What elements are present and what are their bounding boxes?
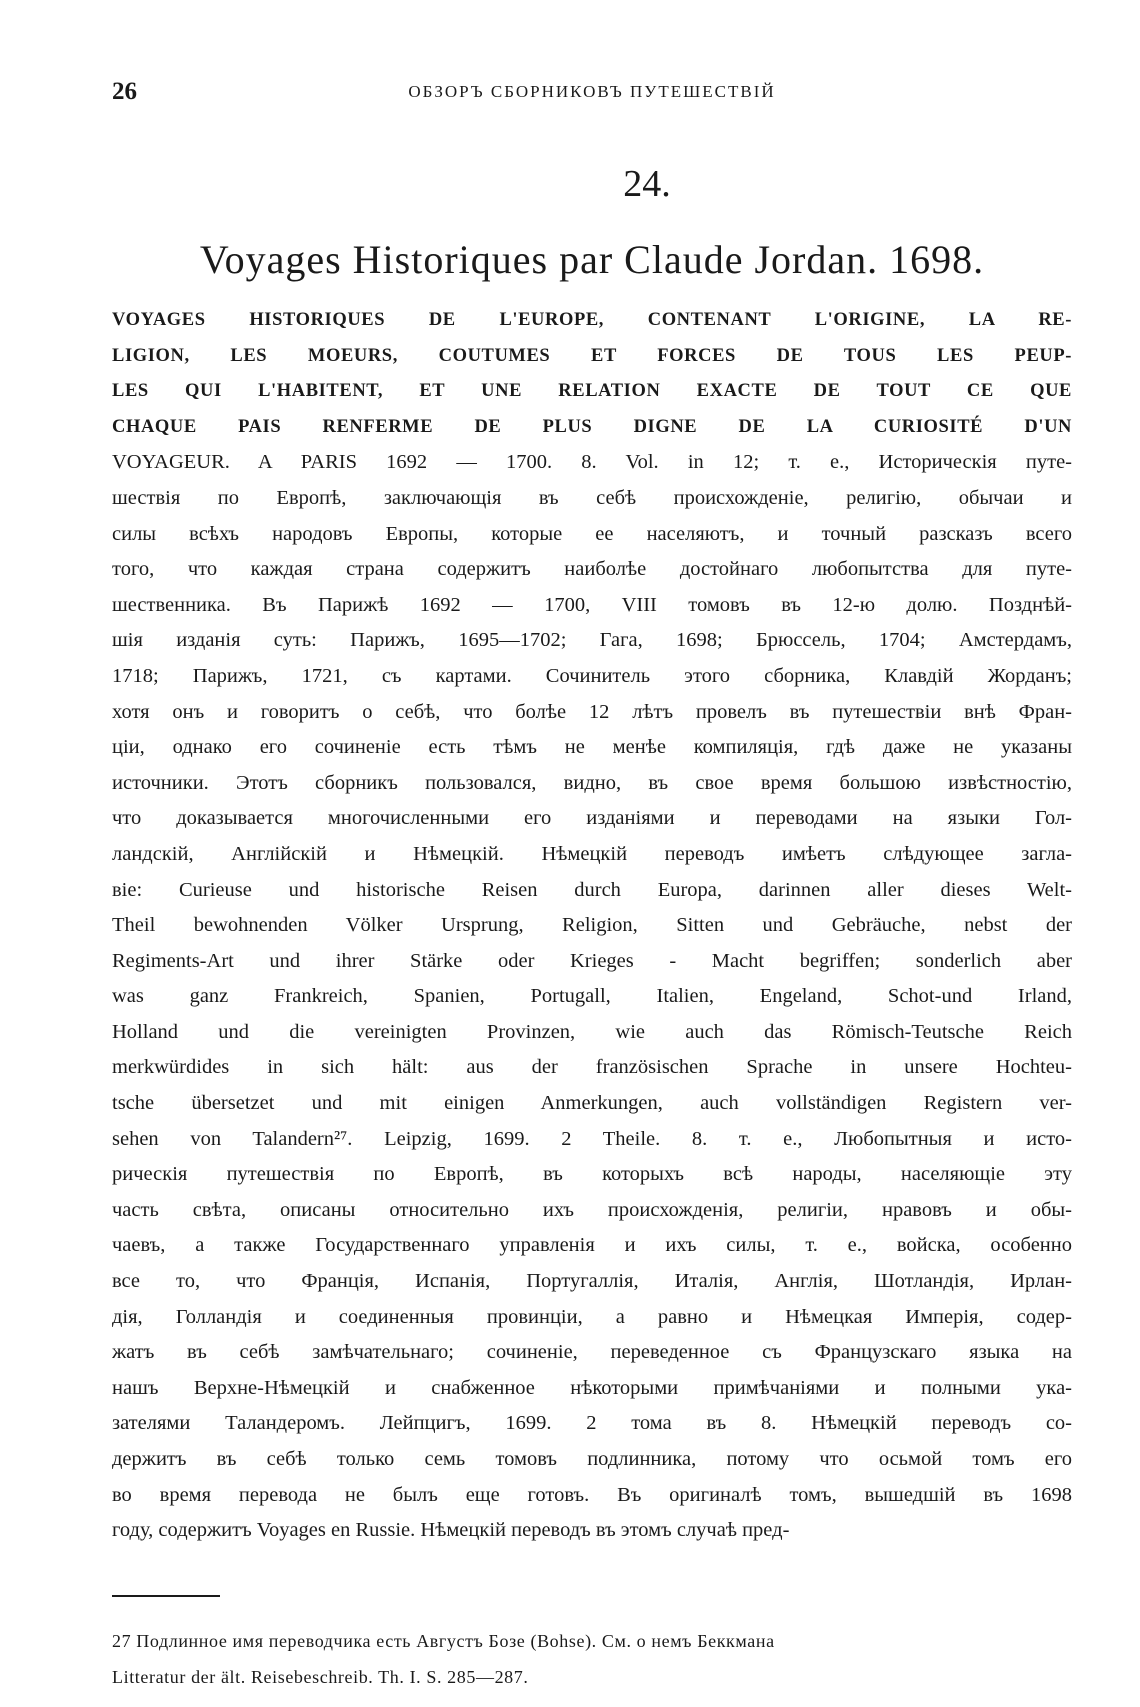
- body-line: Regiments-Art und ihrer Stärke oder Krieges - Macht begriffen; sonderlich aber: [112, 949, 1072, 972]
- body-line: VOYAGEUR. A PARIS 1692 — 1700. 8. Vol. in 12; т. е., Историческія путе-: [112, 451, 1072, 474]
- body-line: дія, Голландія и соединенныя провинціи, а равно и Нѣмецкая Имперія, содер-: [112, 1305, 1072, 1328]
- body-line: зателями Таландеромъ. Лейпцигъ, 1699. 2 тома въ 8. Нѣмецкій переводъ со-: [112, 1412, 1072, 1435]
- entry-number: 24.: [623, 163, 671, 205]
- running-title: ОБЗОРЪ СБОРНИКОВЪ ПУТЕШЕСТВІЙ: [408, 82, 776, 101]
- body-line: merkwürdides in sich hält: aus der französischen Sprache in unsere Hochteu-: [112, 1056, 1072, 1079]
- body-line: хотя онъ и говоритъ о себѣ, что болѣе 12 лѣтъ провелъ въ путешествіи внѣ Фран-: [112, 700, 1072, 723]
- body-line: во время перевода не былъ еще готовъ. Въ оригиналѣ томъ, вышедшій въ 1698: [112, 1483, 1072, 1506]
- body-line: часть свѣта, описаны относительно ихъ происхожденія, религіи, нравовъ и обы-: [112, 1198, 1072, 1221]
- running-header: [112, 78, 1072, 118]
- body-line: 1718; Парижъ, 1721, съ картами. Сочинитель этого сборника, Клавдій Жорданъ;: [112, 664, 1072, 687]
- body-line: году, содержитъ Voyages en Russie. Нѣмецкій переводъ въ этомъ случаѣ пред-: [112, 1519, 790, 1542]
- body-line: ціи, однако его сочиненіе есть тѣмъ не менѣе компиляція, гдѣ даже не указаны: [112, 736, 1072, 759]
- body-line: силы всѣхъ народовъ Европы, которые ее населяютъ, и точный разсказъ всего: [112, 522, 1072, 545]
- body-line: віе: Curieuse und historische Reisen durch Europa, darinnen aller dieses Welt-: [112, 878, 1072, 901]
- body-line: что доказывается многочисленными его изданіями и переводами на языки Гол-: [112, 807, 1072, 830]
- body-line: Theil bewohnenden Völker Ursprung, Religion, Sitten und Gebräuche, nebst der: [112, 914, 1072, 937]
- body-line: источники. Этотъ сборникъ пользовался, видно, въ свое время большою извѣстностію,: [112, 771, 1072, 794]
- body-line: шія изданія суть: Парижъ, 1695—1702; Гага, 1698; Брюссель, 1704; Амстердамъ,: [112, 629, 1072, 652]
- body-line: шествія по Европѣ, заключающія въ себѣ происхожденіе, религію, обычаи и: [112, 486, 1072, 509]
- body-line: рическія путешествія по Европѣ, въ которыхъ всѣ народы, населяющіе эту: [112, 1163, 1072, 1186]
- footnotes: [112, 1623, 1072, 1695]
- body-line: того, что каждая страна содержитъ наиболѣе достойнаго любопытства для путе-: [112, 558, 1072, 581]
- body-line: держитъ въ себѣ только семь томовъ подлинника, потому что осьмой томъ его: [112, 1448, 1072, 1470]
- body-line: шественника. Въ Парижѣ 1692 — 1700, VIII томовъ въ 12-ю долю. Позднѣй-: [112, 593, 1072, 616]
- body-line: tsche übersetzet und mit einigen Anmerkungen, auch vollständigen Registern ver-: [112, 1092, 1072, 1115]
- body-line: чаевъ, а также Государственнаго управленія и ихъ силы, т. е., войска, особенно: [112, 1234, 1072, 1257]
- page-number: 26: [112, 78, 137, 105]
- footnote-line: Litteratur der ält. Reisebeschreib. Th. I. S. 285—287.: [112, 1666, 529, 1687]
- document-page: [112, 78, 1072, 1695]
- body-line: ландскій, Англійскій и Нѣмецкій. Нѣмецкій переводъ имѣетъ слѣдующее загла-: [112, 842, 1072, 865]
- body-line: все то, что Франція, Испанія, Португаллія, Италія, Англія, Шотландія, Ирлан-: [112, 1270, 1072, 1293]
- body-line: жатъ въ себѣ замѣчательнаго; сочиненіе, переведенное съ Французскаго языка на: [112, 1341, 1072, 1364]
- body-caps-line: VOYAGES HISTORIQUES DE L'EUROPE, CONTENANT L'ORIGINE, LA RE-: [112, 310, 1072, 330]
- body-text: [112, 303, 1072, 1549]
- body-line: Holland und die vereinigten Provinzen, wie auch das Römisch-Teutsche Reich: [112, 1020, 1072, 1043]
- body-line: was ganz Frankreich, Spanien, Portugall, Italien, Engeland, Schot-und Irland,: [112, 985, 1072, 1008]
- body-caps-line: LIGION, LES MOEURS, COUTUMES ET FORCES DE TOUS LES PEUP-: [112, 345, 1072, 366]
- body-line: нашъ Верхне-Нѣмецкій и снабженное нѣкоторыми примѣчаніями и полными ука-: [112, 1376, 1072, 1399]
- footnote-line: 27 Подлинное имя переводчика есть Августъ Бозе (Bohse). См. о немъ Беккмана: [112, 1630, 775, 1651]
- body-line: sehen von Talandern²⁷. Leipzig, 1699. 2 Theile. 8. т. е., Любопытныя и исто-: [112, 1127, 1072, 1150]
- footnote-divider: [112, 1595, 220, 1597]
- entry-title: Voyages Historiques par Claude Jordan. 1698.: [199, 237, 985, 282]
- body-caps-line: CHAQUE PAIS RENFERME DE PLUS DIGNE DE LA CURIOSITÉ D'UN: [112, 416, 1072, 437]
- body-caps-line: LES QUI L'HABITENT, ET UNE RELATION EXACTE DE TOUT CE QUE: [112, 381, 1072, 402]
